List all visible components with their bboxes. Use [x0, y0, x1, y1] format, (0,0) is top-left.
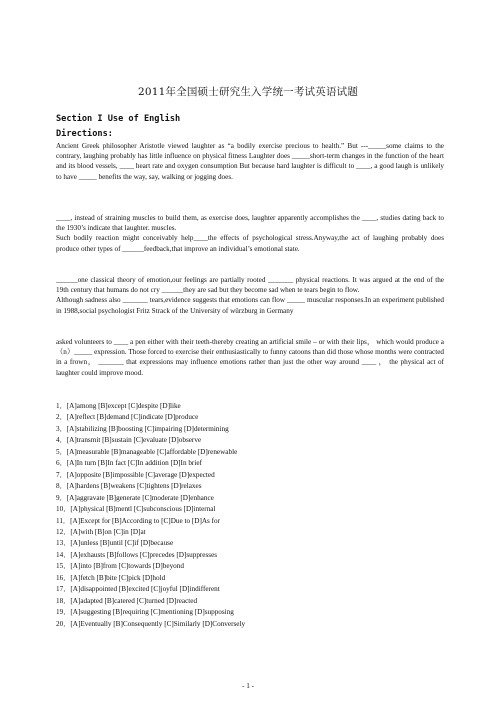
option-item: 16．[A]fetch [B]bite [C]pick [D]hold: [56, 573, 166, 582]
option-item: 3．[A]stabilizing [B]boosting [C]impairing [D]determining: [56, 424, 229, 433]
passage-paragraph: asked volunteers to ____ a pen either with their teeth-thereby creating an artificial smile – or with their lips， which would produce a（n）_____ expression. Those forced to exercise their enthusiastically to funny catoons than did those whose months were contracted in a frown， _______ that expressions may influence emotions rather than just the other way around ____ ， the physical act of laughter could improve mood.: [56, 338, 444, 377]
option-item: 18．[A]adapted [B]catered [C]turned [D]reacted: [56, 596, 198, 605]
option-item: 1．[A]among [B]except [C]despite [D]like: [56, 402, 181, 410]
option-item: 9．[A]aggravate [B]generate [C]moderate [D]enhance: [56, 493, 214, 502]
option-item: 2．[A]reflect [B]demand [C]indicate [D]produce: [56, 413, 199, 422]
directions-label: Directions:: [56, 129, 113, 139]
page-number: - 1 -: [242, 682, 254, 690]
passage-paragraph: ______one classical theory of emotion,our feelings are partially rooted _______ physical reactions. It was argued at the end of the 19th century that humans do not cry ______they are sad but they become sad when te tears begin to flow. Although sadness also _______ tears,evidence suggests that emotions can flow _____ muscular responses.In an experiment published in 1988,social psychologist Fritz Strack of the University of würzburg in Germany: [56, 276, 444, 315]
section-heading: Section I Use of English: [56, 114, 181, 124]
option-item: 4．[A]transmit [B]sustain [C]evaluate [D]observe: [56, 436, 202, 445]
passage-paragraph: Ancient Greek philosopher Aristotle viewed laughter as “a bodily exercise precious to health.” But ---_____some claims to the contrary, laughing probably has little influence on physical fitness Laughter does _____short-term changes in the function of the heart and its blood vessels, ____ heart rate and oxygen consumption But because hard laughter is difficult to ____, a good laugh is unlikely to have _____ benefits the way, say, walking or jogging does.: [56, 142, 444, 181]
option-item: 5．[A]measurable [B]manageable [C]affordable [D]renewable: [56, 447, 238, 456]
option-item: 19．[A]suggesting [B]requiring [C]mentioning [D]supposing: [56, 608, 234, 617]
option-item: 15．[A]into [B]from [C]towards [D]beyond: [56, 562, 184, 571]
option-item: 14．[A]exhausts [B]follows [C]precedes [D]suppresses: [56, 550, 218, 559]
option-item: 17．[A]disappointed [B]excited [C]joyful [D]indifferent: [56, 585, 220, 594]
page-title: 2011年全国硕士研究生入学统一考试英语试题: [137, 86, 359, 98]
option-item: 20．[A]Eventually [B]Consequently [C]Similarly [D]Conversely: [56, 619, 246, 628]
passage-paragraph: ____, instead of straining muscles to build them, as exercise does, laughter apparently accomplishes the ____, studies dating back to the 1930’s indicate that laughter. muscles. Such bodily reaction might conceivably help____the effects of psychological stress.Anyway,the act of laughing probably does produce other types of ______feedback,that improve an individual’s emotional state.: [56, 214, 444, 253]
option-item: 11．[A]Except for [B]According to [C]Due to [D]As for: [56, 516, 220, 525]
option-item: 8．[A]hardens [B]weakens [C]tightens [D]relaxes: [56, 482, 202, 491]
option-item: 12．[A]with [B]on [C]in [D]at: [56, 527, 146, 536]
answer-options-list: [56, 401, 245, 630]
option-item: 10．[A]physical [B]mentl [C]subconscious [D]internal: [56, 505, 216, 514]
option-item: 13．[A]unless [B]until [C]if [D]because: [56, 539, 174, 548]
option-item: 6．[A]In turn [B]In fact [C]In addition [D]In brief: [56, 459, 202, 468]
option-item: 7．[A]opposite [B]impossible [C]average [D]expected: [56, 470, 215, 479]
